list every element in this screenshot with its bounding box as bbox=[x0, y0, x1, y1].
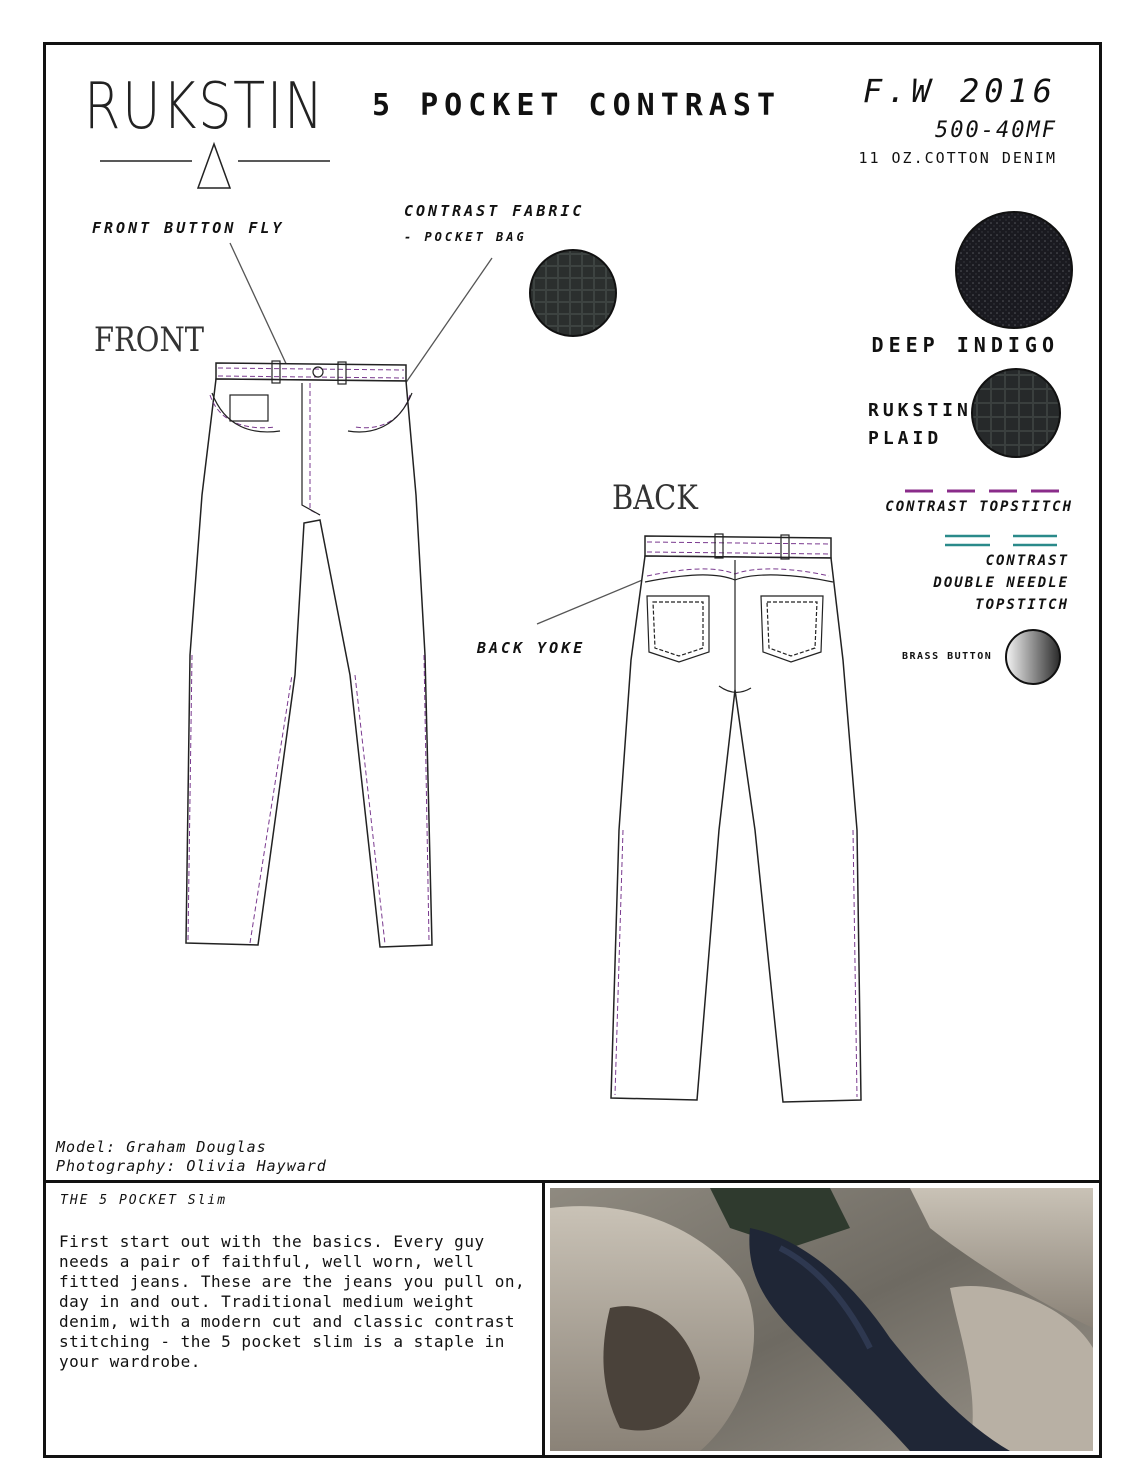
brand-logo-text: RUKSTIN bbox=[84, 70, 325, 144]
double-needle-label-1: CONTRAST bbox=[985, 553, 1069, 569]
front-view-label: FRONT bbox=[94, 320, 205, 360]
double-needle-swatch bbox=[945, 532, 1060, 550]
pocket-bag-swatch bbox=[528, 248, 620, 340]
description-body: First start out with the basics. Every guy needs a pair of faithful, well worn, well fitted jeans. These are the jeans you pull on, day in and out. Traditional medium weight denim, with a modern cut and classic contrast stitching - the 5 pocket slim is a staple in your wardrobe. bbox=[59, 1232, 526, 1371]
page-title: 5 POCKET CONTRAST bbox=[372, 88, 782, 123]
brass-button-swatch bbox=[1004, 628, 1062, 686]
rukstin-plaid-label-1: RUKSTIN bbox=[868, 400, 972, 421]
contrast-topstitch-swatch bbox=[905, 485, 1065, 497]
back-view-label: BACK bbox=[612, 478, 698, 518]
fabric-spec: 11 OZ.COTTON DENIM bbox=[858, 149, 1057, 167]
callout-front-button-fly: FRONT BUTTON FLY bbox=[92, 219, 285, 237]
callout-contrast-fabric: CONTRAST FABRIC bbox=[404, 202, 585, 220]
contrast-topstitch-label: CONTRAST TOPSTITCH bbox=[885, 499, 1073, 515]
photography-credit: Photography: Olivia Hayward bbox=[56, 1157, 327, 1175]
season-label: F.W 2016 bbox=[862, 72, 1057, 110]
front-jeans-sketch bbox=[180, 355, 440, 955]
product-photo bbox=[550, 1188, 1093, 1451]
description-title: THE 5 POCKET Slim bbox=[60, 1193, 228, 1208]
style-code: 500-40MF bbox=[935, 118, 1057, 143]
callout-back-yoke: BACK YOKE bbox=[477, 639, 586, 657]
brass-button-label: BRASS BUTTON bbox=[902, 651, 993, 662]
rukstin-plaid-label-2: PLAID bbox=[868, 428, 943, 449]
double-needle-label-2: DOUBLE NEEDLE bbox=[933, 575, 1069, 591]
callout-pocket-bag: - POCKET BAG bbox=[404, 230, 527, 244]
deep-indigo-label: DEEP INDIGO bbox=[871, 333, 1059, 357]
rukstin-plaid-swatch bbox=[970, 368, 1062, 460]
double-needle-label-3: TOPSTITCH bbox=[975, 597, 1069, 613]
deep-indigo-swatch bbox=[954, 210, 1074, 330]
back-jeans-sketch bbox=[605, 530, 870, 1105]
model-credit: Model: Graham Douglas bbox=[56, 1138, 267, 1156]
